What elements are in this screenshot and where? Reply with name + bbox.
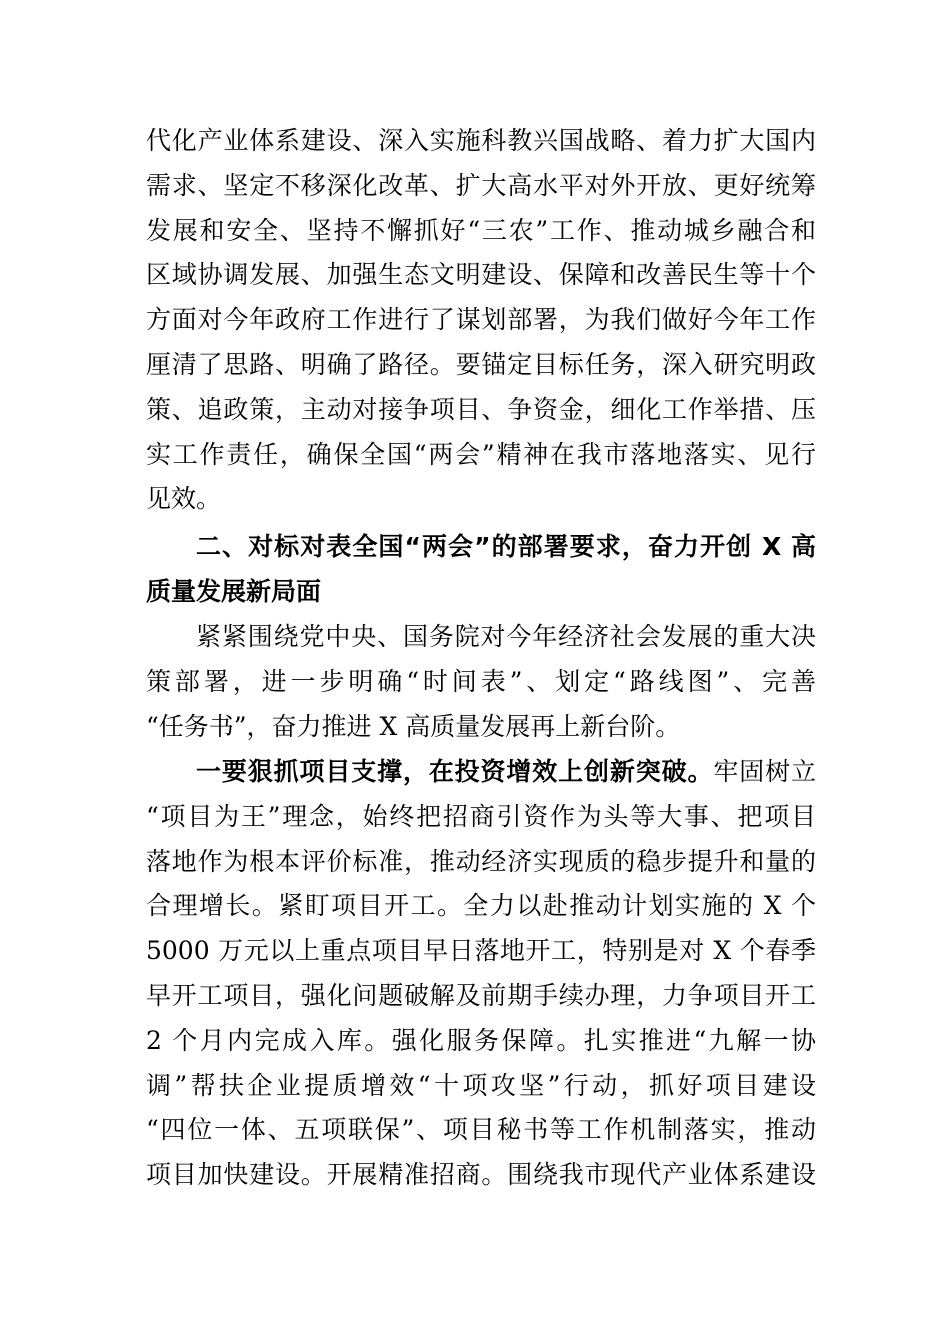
text-line: 策部署，进一步明确“时间表”、划定“路线图”、完善: [146, 666, 816, 696]
text-line: 需求、坚定不移深化改革、扩大高水平对外开放、更好统筹: [146, 170, 816, 200]
paragraph-intro: [146, 119, 816, 522]
text-line: 早开工项目，强化问题破解及前期手续办理，力争项目开工: [146, 980, 816, 1010]
heading-line: 质量发展新局面: [146, 576, 322, 606]
text-line: “任务书”，奋力推进 X 高质量发展再上新台阶。: [146, 711, 681, 741]
text-line: 区域协调发展、加强生态文明建设、保障和改善民生等十个: [146, 260, 816, 290]
text-line: 项目加快建设。开展精准招商。围绕我市现代产业体系建设: [146, 1160, 816, 1190]
text-fragment: 牢固树立: [713, 757, 816, 786]
text-line: [146, 750, 816, 795]
text-line: 合理增长。紧盯项目开工。全力以赴推动计划实施的 X 个: [146, 891, 816, 921]
text-line: “项目为王”理念，始终把招商引资作为头等大事、把项目: [146, 801, 816, 831]
text-line: 发展和安全、坚持不懈抓好“三农”工作、推动城乡融合和: [146, 215, 816, 245]
text-line: 2 个月内完成入库。强化服务保障。扎实推进“九解一协: [146, 1025, 816, 1055]
text-line: “四位一体、五项联保”、项目秘书等工作机制落实，推动: [146, 1115, 816, 1145]
text-line: 见效。: [146, 484, 222, 514]
text-line: 厘清了思路、明确了路径。要锚定目标任务，深入研究明政: [146, 349, 816, 379]
text-line: 调”帮扶企业提质增效“十项攻坚”行动，抓好项目建设: [146, 1070, 816, 1100]
text-line: 代化产业体系建设、深入实施科教兴国战略、着力扩大国内: [146, 126, 816, 155]
heading-line: 二、对标对表全国“两会”的部署要求，奋力开创 X 高: [196, 532, 816, 561]
paragraph-overview: [146, 615, 816, 749]
text-line: 紧紧围绕党中央、国务院对今年经济社会发展的重大决: [196, 622, 816, 651]
text-line: 策、追政策，主动对接争项目、争资金，细化工作举措、压: [146, 394, 816, 424]
text-line: 方面对今年政府工作进行了谋划部署，为我们做好今年工作: [146, 305, 816, 335]
text-line: 5000 万元以上重点项目早日落地开工，特别是对 X 个春季: [146, 936, 816, 966]
text-line: 落地作为根本评价标准，推动经济实现质的稳步提升和量的: [146, 846, 816, 876]
paragraph-project-support: [146, 750, 816, 1198]
text-line: 实工作责任，确保全国“两会”精神在我市落地落实、见行: [146, 439, 816, 469]
paragraph-lead: 一要狠抓项目支撑，在投资增效上创新突破。: [196, 757, 714, 786]
section-heading: [146, 525, 816, 615]
